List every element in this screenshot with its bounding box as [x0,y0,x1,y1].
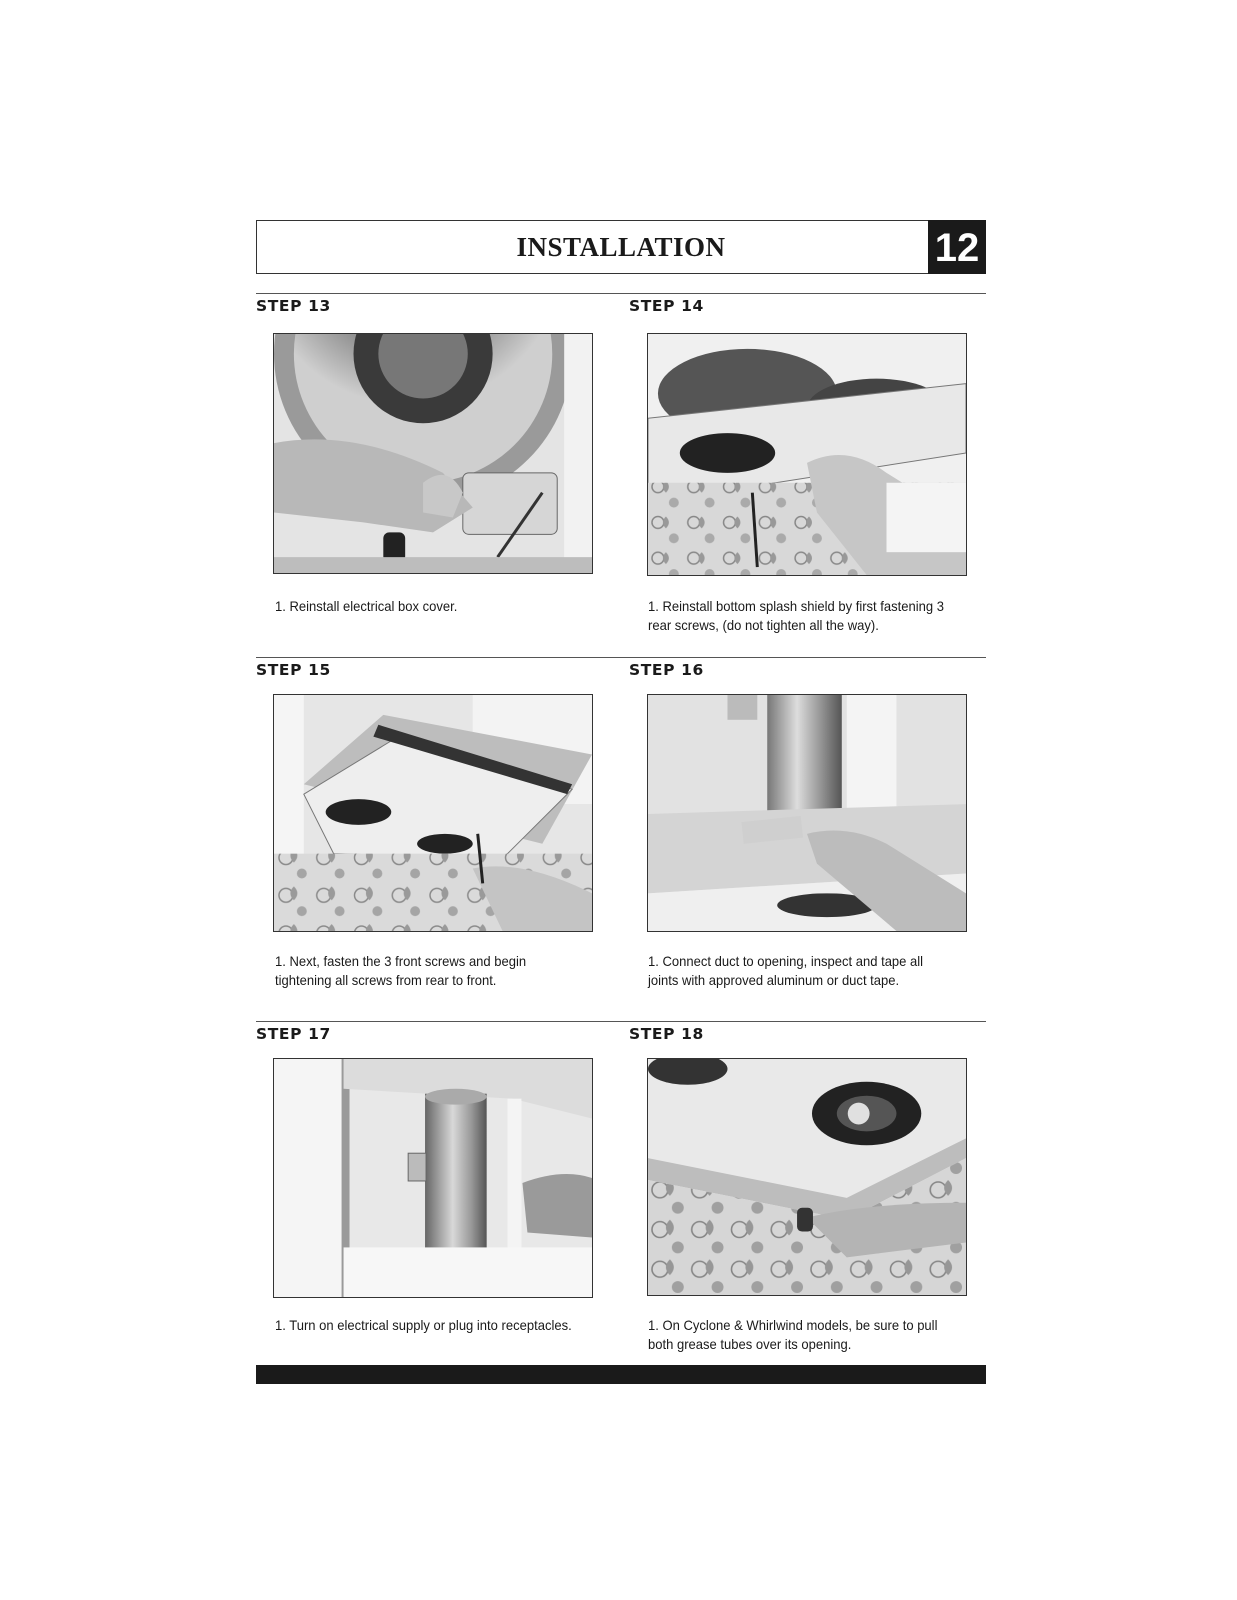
step-14-caption: 1. Reinstall bottom splash shield by first fastening 3 rear screws, (do not tighten all the way). [648,598,945,633]
section-divider [256,657,986,658]
page-number: 12 [928,220,986,274]
step-16-photo [647,694,967,932]
step-13-photo [273,333,593,574]
step-15-photo [273,694,593,932]
step-16-label: STEP 16 [629,661,704,679]
step-18-caption: 1. On Cyclone & Whirlwind models, be sure to pull both grease tubes over its opening. [648,1317,938,1352]
step-18-photo [647,1058,967,1296]
section-divider [256,1021,986,1022]
step-13-caption: 1. Reinstall electrical box cover. [275,598,458,614]
footer-bar [256,1365,986,1384]
step-14-photo [647,333,967,576]
step-18-label: STEP 18 [629,1025,704,1043]
step-14-label: STEP 14 [629,297,704,315]
step-17-photo [273,1058,593,1298]
step-15-caption: 1. Next, fasten the 3 front screws and begin tightening all screws from rear to front. [275,953,527,988]
step-15-label: STEP 15 [256,661,331,679]
step-17-caption: 1. Turn on electrical supply or plug into receptacles. [275,1317,572,1333]
section-divider [256,293,986,294]
step-16-caption: 1. Connect duct to opening, inspect and tape all joints with approved aluminum or duct tape. [648,953,924,988]
page-title: INSTALLATION [516,232,726,262]
step-13-label: STEP 13 [256,297,331,315]
step-17-label: STEP 17 [256,1025,331,1043]
